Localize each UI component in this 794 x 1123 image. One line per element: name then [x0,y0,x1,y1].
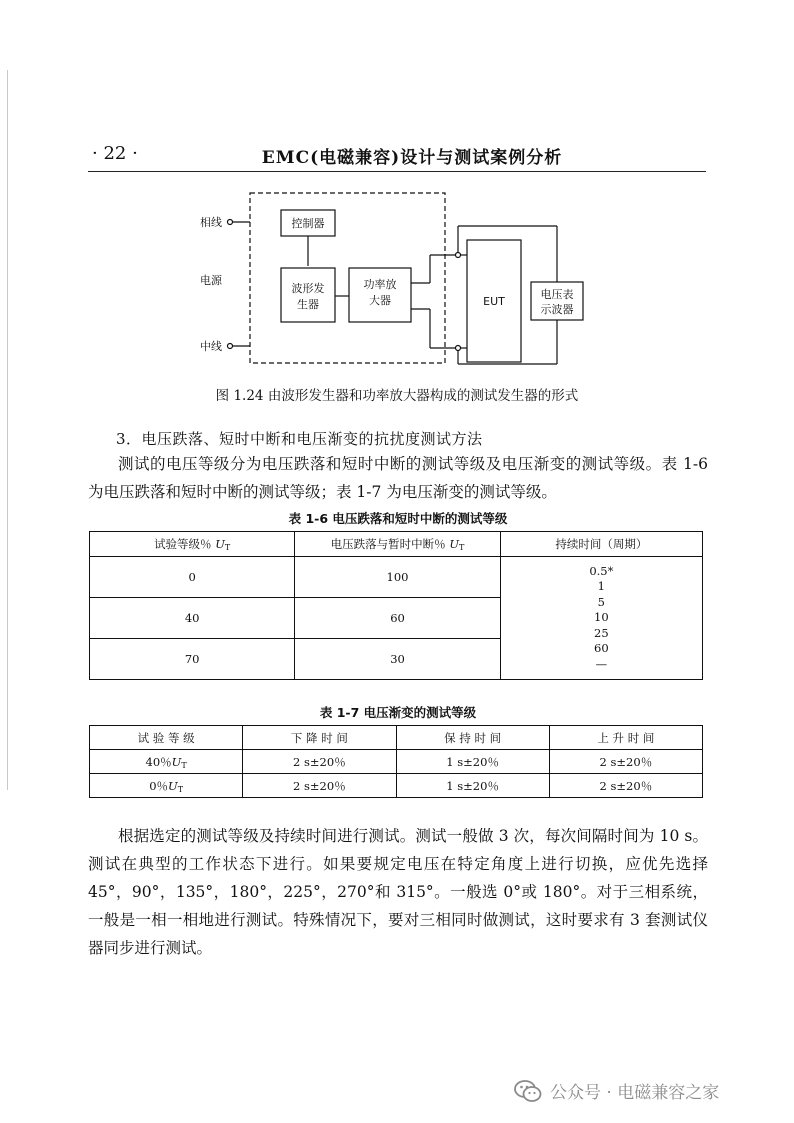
controller-label: 控制器 [291,217,325,230]
scan-edge-line [7,70,8,790]
table-1-7-header-row [90,726,703,750]
wechat-logo-icon [514,1079,542,1103]
header-rule [88,171,706,172]
dip-cell: 100 [295,557,500,598]
phase-terminal [228,220,233,225]
duration-value: 0.5* [589,563,614,578]
duration-value: — [595,656,608,671]
oscilloscope-label-2: 示波器 [540,303,574,316]
level-cell: 40 [90,598,295,639]
duration-value: 60 [594,641,609,656]
hold-cell: 1 s±20％ [396,774,549,798]
figure-caption: 图 1.24 由波形发生器和功率放大器构成的测试发生器的形式 [215,388,579,404]
header-test-level: 试验等级％ $U_T$ [90,532,295,557]
level-cell: 70 [90,639,295,680]
level-cell: 40％$U_T$ [90,750,243,774]
dip-cell: 60 [295,598,500,639]
test-generator-diagram [180,188,620,368]
table-1-6 [89,531,703,680]
phase-line-label: 相线 [200,216,222,229]
duration-value: 5 [597,594,605,609]
power-amplifier-label-2: 大器 [369,294,391,307]
duration-value: 10 [594,610,609,625]
header-voltage-dip: 电压跌落与暂时中断％ $U_T$ [295,532,500,557]
header-rise-time: 上 升 时 间 [549,726,702,750]
waveform-generator-label-2: 生器 [297,298,319,311]
body-paragraph: 根据选定的测试等级及持续时间进行测试。测试一般做 3 次，每次间隔时间为 10 s。测试在典型的工作状态下进行。如果要规定电压在特定角度上进行切换，应优先选择 45°，90°，135°，180°，225°，270°和 315°。一般选 0°或 180°。对于三相系统，一般是一相一相地进行测试。特殊情况下，要对三相同时做测试，这时要求有 3 套测试仪器同步进行测试。 [88,827,708,957]
eut-terminal-top [456,253,461,258]
power-source-label: 电源 [200,274,222,287]
fall-cell: 2 s±20％ [243,774,396,798]
oscilloscope-label-1: 电压表 [540,288,574,301]
header-test-level: 试 验 等 级 [90,726,243,750]
power-amplifier-label-1: 功率放 [363,278,397,291]
intro-paragraph: 测试的电压等级分为电压跌落和短时中断的测试等级及电压渐变的测试等级。表 1-6 为电压跌落和短时中断的测试等级；表 1-7 为电压渐变的测试等级。 [88,455,708,501]
section-heading: 3．电压跌落、短时中断和电压渐变的抗扰度测试方法 [116,430,483,448]
duration-cell [500,557,702,680]
book-title: EMC(电磁兼容)设计与测试案例分析 [261,148,563,168]
page-number: · 22 · [92,143,138,164]
rise-cell: 2 s±20％ [549,750,702,774]
watermark-text: 公众号 · 电磁兼容之家 [550,1083,720,1103]
duration-value: 1 [597,579,605,594]
watermark [514,1078,719,1103]
hold-cell: 1 s±20％ [396,750,549,774]
waveform-generator-label-1: 波形发 [291,282,325,295]
rise-cell: 2 s±20％ [549,774,702,798]
table-row [90,557,703,598]
duration-value: 25 [594,625,609,640]
header-fall-time: 下 降 时 间 [243,726,396,750]
generator-enclosure [250,193,445,363]
neutral-terminal [228,344,233,349]
fall-cell: 2 s±20％ [243,750,396,774]
header-duration: 持续时间（周期） [500,532,702,557]
eut-label: EUT [483,295,505,308]
level-cell: 0％$U_T$ [90,774,243,798]
table-1-7-title: 表 1-7 电压渐变的测试等级 [319,705,477,720]
waveform-generator-box [281,268,335,322]
eut-terminal-bottom [456,346,461,351]
dip-cell: 30 [295,639,500,680]
level-cell: 0 [90,557,295,598]
table-row [90,750,703,774]
table-1-6-header-row [90,532,703,557]
table-1-7 [89,725,703,798]
header-hold-time: 保 持 时 间 [396,726,549,750]
neutral-line-label: 中线 [200,340,222,353]
table-row [90,774,703,798]
table-1-6-title: 表 1-6 电压跌落和短时中断的测试等级 [288,511,508,526]
